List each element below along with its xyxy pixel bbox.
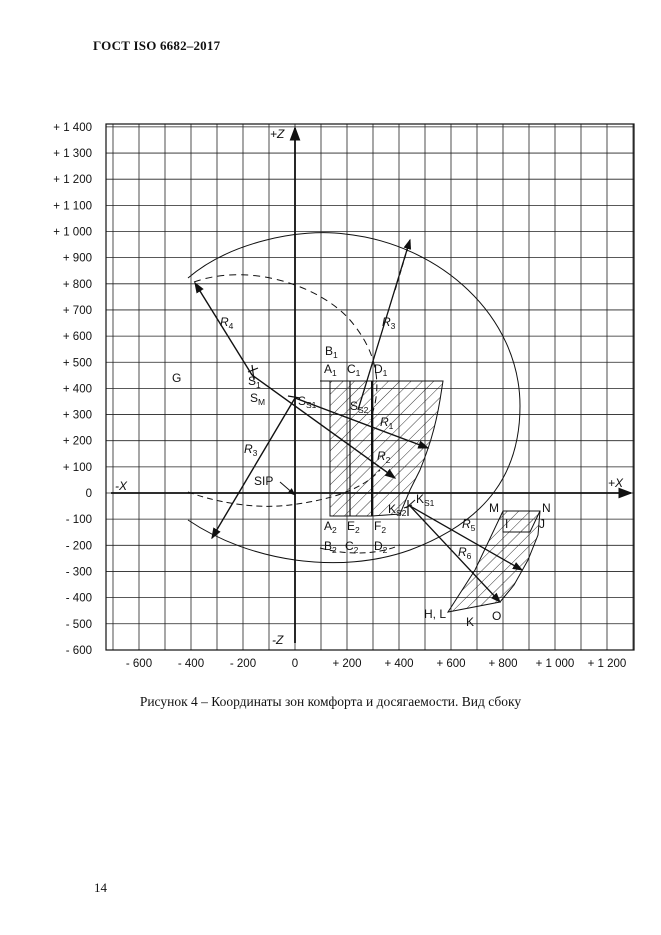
label-sip — [254, 474, 273, 488]
document-header: ГОСТ ISO 6682–2017 — [93, 38, 221, 53]
label-r3b — [244, 442, 258, 458]
label-k — [466, 615, 474, 629]
label-subscript: 1 — [388, 421, 394, 431]
x-tick-label: + 1 200 — [587, 658, 627, 670]
label-text: K — [466, 615, 475, 629]
z-tick-label: - 100 — [65, 514, 92, 527]
z-tick-label: + 200 — [62, 435, 92, 448]
radius-r4-line — [195, 283, 252, 375]
label-text: H, L — [424, 607, 447, 621]
x-tick-label: - 400 — [177, 658, 205, 670]
label-text: E — [347, 519, 356, 533]
comfort-zone — [330, 381, 443, 516]
label-text: S — [350, 399, 359, 413]
label-text: K — [388, 502, 397, 516]
label-subscript: 2 — [353, 545, 359, 555]
label-subscript: 2 — [332, 545, 337, 555]
label-c1 — [347, 362, 361, 378]
z-tick-label: - 400 — [65, 592, 92, 605]
label-text: R — [380, 415, 389, 429]
label-s1 — [248, 374, 261, 390]
label-subscript: 5 — [470, 523, 476, 533]
label-d1 — [374, 362, 388, 378]
label-r6 — [458, 545, 472, 561]
label-sm — [250, 391, 265, 407]
z-tick-labels — [53, 122, 92, 657]
label-b1 — [325, 344, 338, 360]
z-tick-label: + 1 300 — [53, 148, 92, 161]
label-subscript: 2 — [381, 525, 387, 535]
label-text: SIP — [254, 474, 274, 488]
label-c2 — [345, 539, 359, 555]
label-subscript: 3 — [252, 448, 258, 458]
label-subscript: 4 — [228, 321, 234, 331]
label-text: R — [382, 315, 391, 329]
label-text: O — [492, 609, 502, 623]
z-tick-label: - 200 — [65, 540, 92, 553]
label-a2 — [324, 519, 337, 535]
z-tick-label: + 1 400 — [53, 121, 92, 134]
label-subscript: 1 — [332, 368, 337, 378]
x-tick-label: + 800 — [488, 658, 518, 670]
page-number: 14 — [94, 880, 107, 895]
x-tick-labels — [126, 658, 626, 670]
label-subscript: 2 — [355, 525, 360, 535]
label-subscript: S2 — [396, 508, 407, 518]
label-text: A — [324, 362, 333, 376]
label-subscript: 6 — [466, 551, 472, 561]
label-text: F — [374, 519, 382, 533]
x-tick-label: - 600 — [125, 658, 153, 670]
z-tick-label: - 500 — [65, 618, 92, 631]
label-subscript: S2 — [358, 405, 369, 415]
label-text: C — [345, 539, 354, 553]
label-text: C — [347, 362, 356, 376]
label-text: R — [244, 442, 253, 456]
label-m — [489, 501, 499, 515]
label-hl — [424, 607, 446, 621]
z-tick-label: + 1 200 — [53, 174, 92, 187]
label-subscript: 1 — [355, 368, 361, 378]
label-text: G — [172, 371, 182, 385]
label-text: A — [324, 519, 333, 533]
z-tick-label: + 300 — [62, 409, 92, 422]
label-text: R — [377, 449, 386, 463]
z-tick-label: + 400 — [62, 383, 92, 396]
label-text: B — [325, 344, 334, 358]
axis-label-minus-x: -X — [115, 479, 127, 493]
axis-label-plus-x: +X — [608, 476, 624, 490]
x-tick-label: - 200 — [229, 658, 257, 670]
label-text: D — [374, 539, 383, 553]
label-subscript: S1 — [424, 498, 435, 508]
label-text: J — [539, 517, 545, 531]
label-subscript: 3 — [390, 321, 396, 331]
label-subscript: 1 — [256, 380, 261, 390]
label-g — [172, 371, 181, 385]
z-tick-label: + 1 000 — [53, 226, 92, 239]
label-subscript: 1 — [382, 368, 388, 378]
label-r3 — [382, 315, 396, 331]
x-tick-label: + 200 — [332, 658, 362, 670]
z-tick-label: + 500 — [62, 357, 92, 370]
label-subscript: S1 — [306, 400, 317, 410]
axis-label-minus-z: -Z — [272, 633, 284, 647]
label-text: B — [324, 539, 333, 553]
label-subscript: 2 — [382, 545, 388, 555]
z-tick-label: + 1 100 — [53, 200, 92, 213]
label-text: K — [416, 492, 425, 506]
label-subscript: M — [258, 397, 266, 407]
label-text: R — [462, 517, 471, 531]
label-f2 — [374, 519, 386, 535]
label-subscript: 2 — [385, 455, 391, 465]
label-d2 — [374, 539, 388, 555]
z-tick-label: + 900 — [62, 252, 92, 265]
label-text: M — [489, 501, 499, 515]
z-tick-label: - 300 — [65, 566, 92, 579]
label-ss1 — [298, 394, 317, 410]
label-text: D — [374, 362, 383, 376]
axis-label-plus-z: +Z — [270, 127, 285, 141]
label-o — [492, 609, 501, 623]
label-text: S — [250, 391, 259, 405]
label-text: S — [248, 374, 257, 388]
label-e2 — [347, 519, 360, 535]
label-a1 — [324, 362, 337, 378]
x-tick-label: + 1 000 — [535, 658, 575, 670]
z-tick-label: - 600 — [65, 644, 92, 657]
label-subscript: 1 — [333, 350, 338, 360]
label-b2 — [324, 539, 337, 555]
x-tick-label: + 600 — [436, 658, 466, 670]
label-text: R — [458, 545, 467, 559]
label-i — [505, 517, 508, 531]
z-tick-label: + 100 — [62, 461, 92, 474]
x-tick-label: 0 — [291, 658, 299, 670]
label-text: N — [542, 501, 551, 515]
label-r4 — [220, 315, 234, 331]
z-tick-label: + 800 — [62, 278, 92, 291]
label-text: S — [298, 394, 307, 408]
z-tick-label: + 700 — [62, 304, 92, 317]
radius-r3b-line — [212, 398, 295, 538]
label-n — [542, 501, 551, 515]
label-text: I — [505, 517, 509, 531]
figure-caption: Рисунок 4 – Координаты зон комфорта и досягаемости. Вид сбоку — [139, 694, 522, 709]
label-j — [539, 517, 545, 531]
z-tick-label: 0 — [85, 488, 92, 500]
z-tick-label: + 600 — [62, 331, 92, 344]
label-text: R — [220, 315, 229, 329]
x-tick-label: + 400 — [384, 658, 414, 670]
label-subscript: 2 — [332, 525, 337, 535]
